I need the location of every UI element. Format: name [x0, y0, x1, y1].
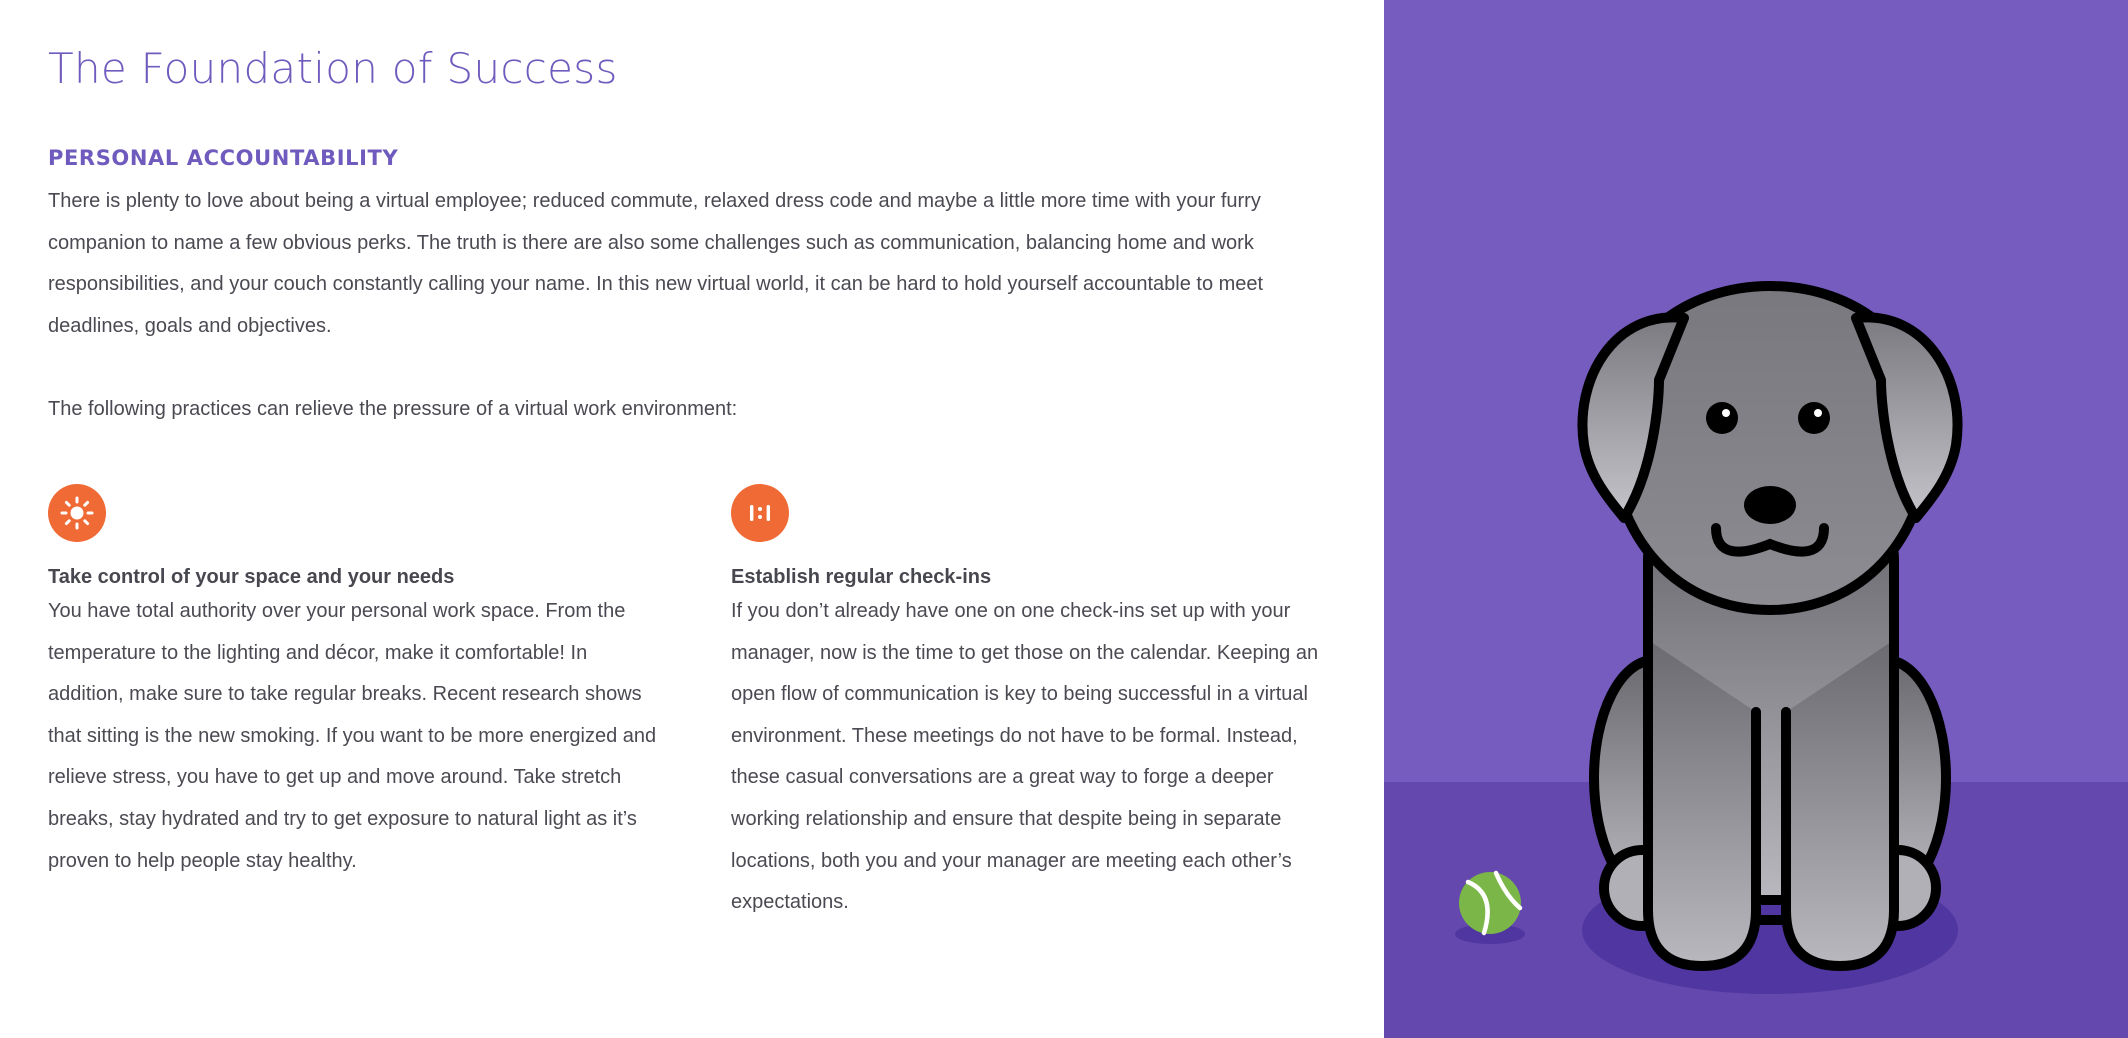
- dog-eye-left: [1706, 402, 1738, 434]
- one-on-one-icon: [740, 493, 780, 533]
- practice-body: If you don’t already have one on one check-ins set up with your manager, now is the time to get those on the calendar. Keeping an open flow of communication is key to being successful in a virtual environment. These meetings do not have to be formal. Instead, these casual conversations are a great way to forge a deeper working relationship and ensure that despite being in separate locations, both you and your manager are meeting each other’s expectations.: [731, 600, 1319, 914]
- practices-intro: The following practices can relieve the pressure of a virtual work environment:: [48, 398, 738, 420]
- practice-card-checkins: [731, 484, 1331, 924]
- dog-illustration: [1384, 0, 2128, 1038]
- practice-card-space: [48, 484, 668, 882]
- dog-eye-right: [1798, 402, 1830, 434]
- dog-nose: [1744, 486, 1796, 524]
- page-title: The Foundation of Success: [48, 44, 618, 93]
- sun-icon: [57, 493, 97, 533]
- one-on-one-icon-badge: [731, 484, 789, 542]
- sun-icon-badge: [48, 484, 106, 542]
- practice-body: You have total authority over your personal work space. From the temperature to the lighting and décor, make it comfortable! In addition, make sure to take regular breaks. Recent research shows that sitting is the new smoking. If you want to be more energized and relieve stress, you have to get up and move around. Take stretch breaks, stay hydrated and try to get exposure to natural light as it’s proven to help people stay healthy.: [48, 600, 657, 872]
- practice-title: Establish regular check-ins: [731, 566, 992, 588]
- intro-paragraph: There is plenty to love about being a virtual employee; reduced commute, relaxed dress code and maybe a little more time with your furry companion to name a few obvious perks. The truth is there are also some challenges such as communication, balancing home and work responsibilities, and your couch constantly calling your name. In this new virtual world, it can be hard to hold yourself accountable to meet deadlines, goals and objectives.: [48, 190, 1264, 337]
- practice-title: Take control of your space and your needs: [48, 566, 455, 588]
- section-heading: PERSONAL ACCOUNTABILITY: [48, 146, 399, 170]
